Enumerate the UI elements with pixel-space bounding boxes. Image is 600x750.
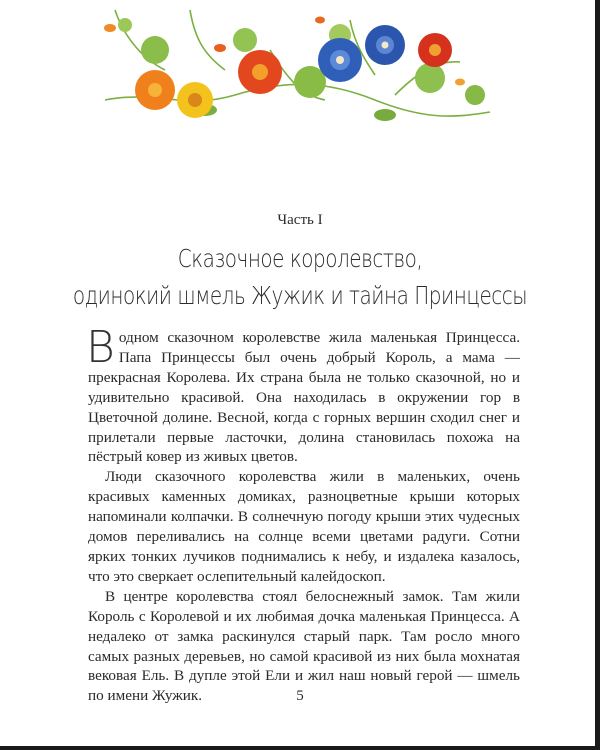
floral-illustration: [95, 0, 495, 140]
blue-flower-center: [318, 38, 362, 82]
red-flower-center: [238, 50, 282, 94]
part-label: Часть I: [277, 212, 323, 228]
paragraph-2: Люди сказочного королевства жили в маленьких, очень красивых каменных домиках, разноцветные крыши которых напоминали колпачки. В солнечную погоду крыши этих чудесных домов переливались на солнце всеми цветами радуги. Сотни ярких тонких лучиков поднимались к небу, и издалека казалось, что это сверкает ослепительный калейдоскоп.: [88, 468, 520, 585]
paragraph-1-text: одном сказочном королевстве жила маленькая Принцесса. Папа Принцессы был очень добрый Король, а мама — прекрасная Королева. Их страна была не только сказочной, но и удивительно красивой. Она находилась в окружении гор в Цветочной долине. Весной, когда с горных вершин сходил снег и прилетали первые ласточки, долина становилась похожа на пёстрый ковер из живых цветов.: [88, 329, 520, 466]
chapter-title: [60, 240, 540, 314]
orange-flower-left: [135, 70, 175, 110]
drop-cap: В: [86, 322, 115, 373]
chapter-title-line-1: Сказочное королевство,: [177, 244, 423, 273]
page-edge-right: [595, 0, 600, 750]
blue-flower-right: [365, 25, 405, 65]
red-flower-right: [418, 33, 452, 67]
paragraph-1: [86, 322, 520, 467]
yellow-flower: [177, 82, 213, 118]
paragraph-3: В центре королевства стоял белоснежный замок. Там жили Король с Королевой и их любимая дочка маленькая Принцесса. А недалеко от замка раскинулся старый парк. Там росло много самых разных деревьев, но самой красивой из них была мохнатая вековая Ель. В дупле этой Ели и жил наш новый герой — шмель по имени Жужик.: [88, 587, 520, 705]
leaves: [118, 18, 485, 121]
chapter-title-line-2: одинокий шмель Жужик и тайна Принцессы: [72, 281, 528, 310]
page-number: 5: [296, 688, 304, 704]
page-edge-bottom: [0, 746, 600, 750]
body-text: [86, 322, 520, 706]
